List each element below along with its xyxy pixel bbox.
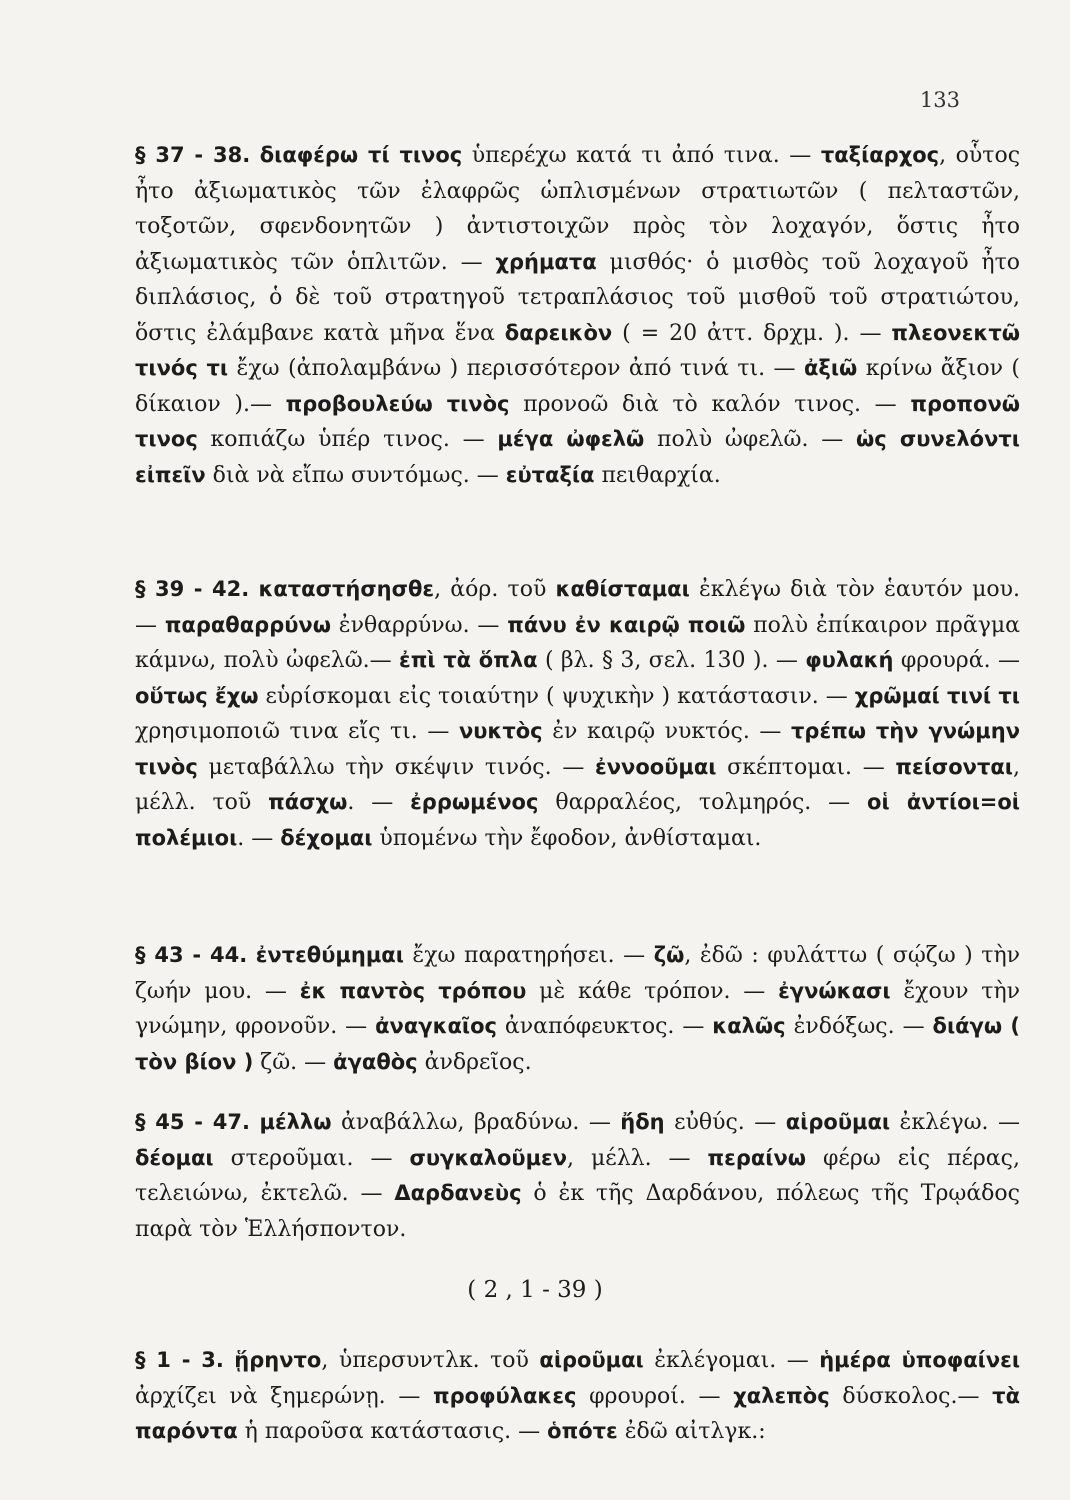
glossary-term: ἐρρωμένος xyxy=(410,790,539,814)
glossary-paragraph xyxy=(80,572,1020,856)
glossary-definition: ὁ ἐκ τῆς Δαρδάνου, πόλεως τῆς Τρῳάδος παρὰ τὸν Ἑλλήσποντον. xyxy=(135,1181,1020,1242)
glossary-term: καθίσταμαι xyxy=(555,577,690,601)
glossary-term: ᾕρηντο xyxy=(234,1348,322,1372)
glossary-term: πλεονεκτῶ τινός τι xyxy=(135,320,1020,380)
glossary-term: προφύλακες xyxy=(433,1383,577,1408)
glossary-definition: , οὗτος ἦτο ἀξιωματικὸς τῶν ἐλαφρῶς ὡπλισμένων στρατιωτῶν ( πελταστῶν, τοξοτῶν, σφενδονητῶν ) ἀντιστοιχῶν πρὸς τὸν λοχαγόν, ὅστις ἦτο ἀξιωματικὸς τῶν ὁπλιτῶν. — xyxy=(135,143,1021,275)
glossary-definition: στεροῦμαι. — xyxy=(213,1145,410,1171)
chapter-heading: ( 2 , 1 - 39 ) xyxy=(467,1277,603,1303)
glossary-definition xyxy=(224,1348,234,1373)
glossary-definition: ἀρχίζει νὰ ξημερώνῃ. — xyxy=(135,1383,434,1409)
glossary-definition: ἔχω παρατηρήσει. — xyxy=(403,943,654,968)
glossary-definition: ἐν καιρῷ νυκτός. — xyxy=(542,719,792,744)
glossary-term: αἱροῦμαι xyxy=(785,1110,891,1134)
glossary-term: ὡς συνελόντι εἰπεῖν xyxy=(135,427,1020,487)
glossary-term: ἡμέρα ὑποφαίνει xyxy=(819,1348,1020,1372)
glossary-definition: κρίνω ἄξιον ( δίκαιον ).— xyxy=(135,356,1020,417)
glossary-definition: ἀναβάλλω, βραδύνω. — xyxy=(331,1110,621,1135)
glossary-term: διαφέρω τί τινος xyxy=(259,143,463,167)
glossary-definition: φρουροί. — xyxy=(576,1383,734,1409)
glossary-term: αἱροῦμαι xyxy=(539,1348,644,1372)
glossary-term: διάγω ( τὸν βίον ) xyxy=(135,1014,1020,1074)
section-reference: § 1 - 3. xyxy=(135,1348,224,1372)
section-reference: § 39 - 42. xyxy=(135,577,250,601)
glossary-term: χρῶμαί τινί τι xyxy=(854,683,1020,708)
glossary-paragraph xyxy=(80,1343,1020,1450)
page-number: 133 xyxy=(919,88,960,112)
section-reference: § 43 - 44. xyxy=(135,943,248,967)
glossary-term: ἀναγκαῖος xyxy=(375,1014,497,1038)
glossary-term: καλῶς xyxy=(712,1014,786,1038)
glossary-term: οἱ ἀντίοι=οἱ πολέμιοι xyxy=(135,790,1020,850)
glossary-term: ἤδη xyxy=(620,1110,665,1134)
glossary-term: Δαρδανεὺς xyxy=(394,1181,522,1205)
glossary-definition: εὐθύς. — xyxy=(664,1110,786,1135)
glossary-term: πάνυ ἐν καιρῷ ποιῶ xyxy=(507,612,746,637)
glossary-definition: , ἀόρ. τοῦ xyxy=(434,577,556,602)
glossary-term: προβουλεύω τινὸς xyxy=(285,391,510,416)
glossary-term: ἐκ παντὸς τρόπου xyxy=(299,978,527,1003)
glossary-definition: ἡ παροῦσα κατάστασις. — xyxy=(237,1419,548,1444)
glossary-definition: ἀναπόφευκτος. — xyxy=(496,1014,713,1039)
glossary-definition: μισθός· ὁ μισθὸς τοῦ λοχαγοῦ ἦτο διπλάσιος, ὁ δὲ τοῦ στρατηγοῦ τετραπλάσιος τοῦ μισθοῦ τοῦ στρατιώτου, ὅστις ἐλάμβανε κατὰ μῆνα ἕνα xyxy=(135,249,1021,346)
glossary-definition: , ὑπερσυντλκ. τοῦ xyxy=(321,1348,540,1373)
glossary-definition: προνοῶ διὰ τὸ καλόν τινος. — xyxy=(509,391,911,417)
glossary-term: ἀξιῶ xyxy=(803,356,858,380)
glossary-definition: δύσκολος.— xyxy=(829,1383,993,1409)
glossary-term: μέλλω xyxy=(259,1110,332,1134)
glossary-definition: θαρραλέος, τολμηρός. — xyxy=(538,790,868,815)
glossary-definition: , μέλλ. — xyxy=(567,1145,708,1171)
glossary-paragraph xyxy=(80,1105,1020,1247)
glossary-definition: μεταβάλλω τὴν σκέψιν τινός. — xyxy=(197,754,596,780)
glossary-definition xyxy=(247,943,256,968)
glossary-definition: πειθαρχία. xyxy=(594,462,721,488)
glossary-definition: ( = 20 ἀττ. δρχμ. ). — xyxy=(612,320,892,346)
glossary-term: οὕτως ἔχω xyxy=(135,683,259,708)
glossary-term: τὰ παρόντα xyxy=(135,1383,1021,1443)
glossary-definition: , μέλλ. τοῦ xyxy=(135,754,1020,815)
glossary-term: δαρεικὸν xyxy=(504,320,613,345)
glossary-definition: σκέπτομαι. — xyxy=(716,754,896,780)
glossary-definition: ὑπομένω τὴν ἔφοδον, ἀνθίσταμαι. xyxy=(372,825,762,851)
glossary-definition: ἐκλέγω διὰ τὸν ἑαυτόν μου. — xyxy=(135,577,1021,638)
glossary-term: ζῶ xyxy=(653,943,685,967)
glossary-definition xyxy=(250,1110,259,1135)
glossary-definition: εὑρίσκομαι εἰς τοιαύτην ( ψυχικὴν ) κατάστασιν. — xyxy=(258,683,855,709)
glossary-definition: ἐκλέγω. — xyxy=(890,1110,1021,1135)
glossary-term: πάσχω xyxy=(268,790,348,814)
glossary-term: νυκτὸς xyxy=(458,719,543,743)
glossary-term: ἐπὶ τὰ ὅπλα xyxy=(399,648,538,672)
glossary-definition: . — xyxy=(237,825,281,851)
glossary-definition: φέρω εἰς πέρας, τελειώνω, ἐκτελῶ. — xyxy=(135,1145,1020,1206)
glossary-definition: πολὺ ἐπίκαιρον πρᾶγμα κάμνω, πολὺ ὠφελῶ.— xyxy=(135,612,1021,673)
glossary-definition: ( βλ. § 3, σελ. 130 ). — xyxy=(537,648,806,673)
glossary-definition: ἐκλέγομαι. — xyxy=(643,1348,820,1373)
glossary-definition: ἐνδόξως. — xyxy=(785,1014,933,1039)
glossary-definition: ζῶ. — xyxy=(253,1049,334,1075)
glossary-definition: ἔχω (ἀπολαμβάνω ) περισσότερον ἀπό τινά τι. — xyxy=(228,356,804,381)
glossary-term: ταξίαρχος xyxy=(820,143,940,167)
glossary-term: ὁπότε xyxy=(547,1419,618,1443)
glossary-definition: ὑπερέχω κατά τι ἀπό τινα. — xyxy=(462,143,821,168)
glossary-term: δέομαι xyxy=(135,1145,214,1170)
glossary-definition: . — xyxy=(347,790,411,815)
glossary-definition: πολὺ ὠφελῶ. — xyxy=(644,427,857,452)
glossary-paragraph xyxy=(80,938,1020,1080)
glossary-term: ἀγαθὸς xyxy=(333,1049,418,1074)
glossary-definition: μὲ κάθε τρόπον. — xyxy=(526,978,779,1004)
glossary-term: μέγα ὠφελῶ xyxy=(497,427,645,451)
glossary-term: τρέπω τὴν γνώμην τινὸς xyxy=(135,719,1021,779)
glossary-term: ἐντεθύμημαι xyxy=(255,943,404,967)
glossary-term: δέχομαι xyxy=(280,825,373,850)
glossary-term: καταστήσησθε xyxy=(258,577,435,601)
glossary-definition: κοπιάζω ὑπέρ τινος. — xyxy=(197,427,498,452)
glossary-term: ἐγνώκασι xyxy=(778,978,891,1003)
glossary-definition: ἀνδρεῖος. xyxy=(417,1049,532,1075)
glossary-term: εὐταξία xyxy=(505,462,595,487)
glossary-term: παραθαρρύνω xyxy=(164,612,331,637)
glossary-term: χαλεπὸς xyxy=(733,1383,830,1408)
section-reference: § 37 - 38. xyxy=(135,143,251,167)
glossary-term: προπονῶ τινος xyxy=(135,391,1021,451)
glossary-term: φυλακή xyxy=(805,648,894,672)
glossary-definition: , ἐδῶ : φυλάττω ( σῴζω ) τὴν ζωήν μου. — xyxy=(135,943,1021,1004)
glossary-definition: χρησιμοποιῶ τινα εἴς τι. — xyxy=(135,719,459,744)
glossary-term: συγκαλοῦμεν xyxy=(409,1145,568,1170)
glossary-paragraph xyxy=(80,138,1020,493)
glossary-term: περαίνω xyxy=(707,1145,807,1170)
glossary-definition: ἔχουν τὴν γνώμην, φρονοῦν. — xyxy=(135,978,1021,1039)
glossary-definition: φρουρά. — xyxy=(893,648,1020,673)
glossary-definition: διὰ νὰ εἴπω συντόμως. — xyxy=(205,462,506,488)
glossary-definition: ἐδῶ αἰτλγκ.: xyxy=(617,1419,766,1444)
glossary-term: χρήματα xyxy=(495,249,597,274)
section-reference: § 45 - 47. xyxy=(135,1110,251,1134)
glossary-term: πείσονται xyxy=(895,754,1013,779)
glossary-term: ἐννοοῦμαι xyxy=(595,754,717,779)
glossary-definition: ἐνθαρρύνω. — xyxy=(330,612,508,638)
glossary-definition xyxy=(250,143,260,168)
